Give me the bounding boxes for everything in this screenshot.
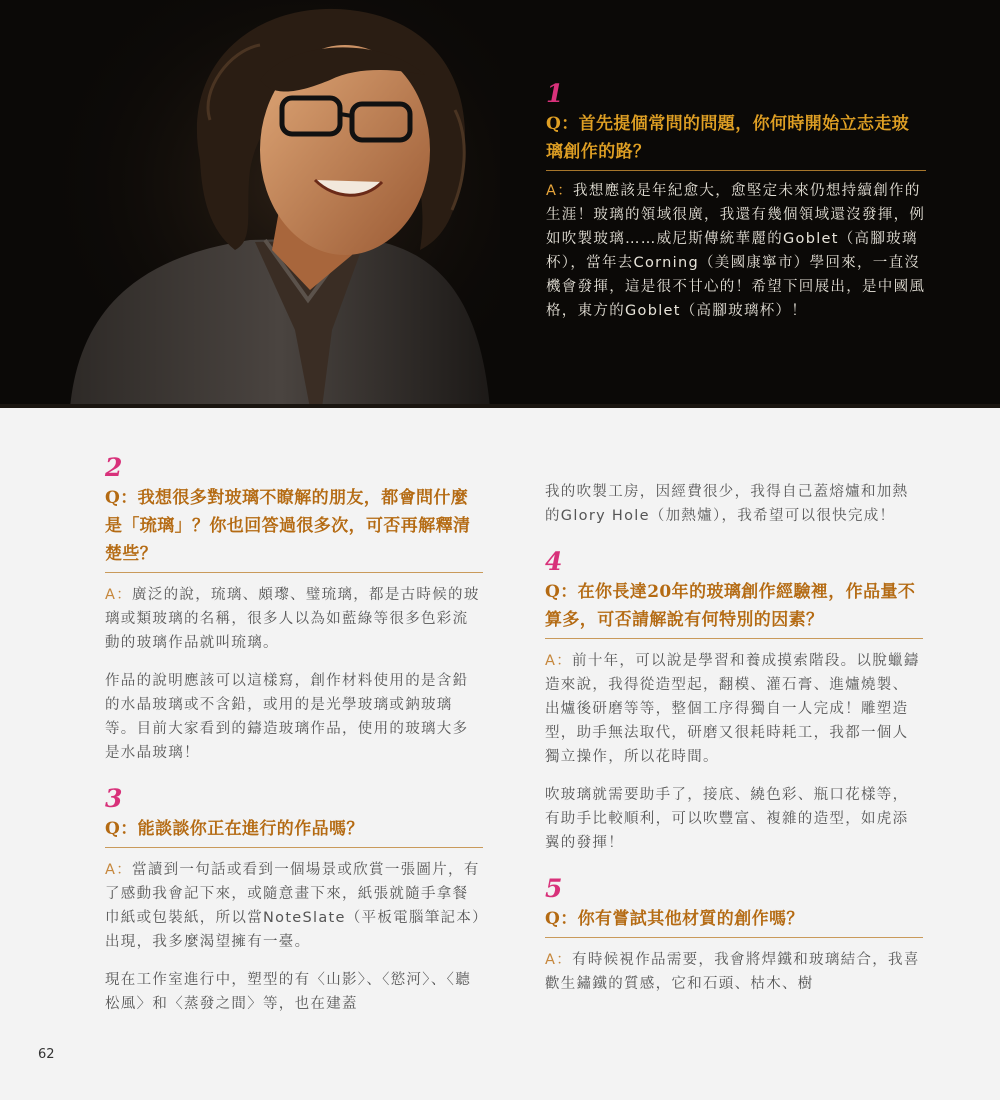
answer-lead: A： <box>105 862 133 878</box>
left-column <box>105 454 483 1016</box>
answer-lead: A： <box>545 653 573 669</box>
question-number: 1 <box>546 79 564 108</box>
answer-text <box>546 179 926 323</box>
answer-lead: A： <box>545 952 573 968</box>
photo-band <box>0 0 1000 408</box>
question-text: Q：你有嘗試其他材質的創作嗎？ <box>545 905 923 938</box>
answer-body: 我想應該是年紀愈大，愈堅定未來仍想持續創作的生涯！玻璃的領域很廣，我還有幾個領域還沒發揮，例如吹製玻璃……威尼斯傳統華麗的Goblet（高腳玻璃杯），當年去Corning（美國康寧市）學回來，一直沒機會發揮，這是很不甘心的！希望下回展出，是中國風格，東方的Goblet（高腳玻璃杯）！ <box>546 183 926 319</box>
answer-body: 廣泛的說，琉璃、頗瓈、璧琉璃，都是古時候的玻璃或類玻璃的名稱，很多人以為如藍綠等很多色彩流動的玻璃作品就叫琉璃。 <box>105 587 480 651</box>
right-column <box>545 480 923 996</box>
question-text: Q：首先提個常問的問題，你何時開始立志走玻璃創作的路？ <box>546 110 926 171</box>
answer-body: 有時候視作品需要，我會將焊鐵和玻璃結合，我喜歡生鏽鐵的質感，它和石頭、枯木、樹 <box>545 952 920 992</box>
question-text: Q：我想很多對玻璃不瞭解的朋友，都會問什麼是「琉璃」？你也回答過很多次，可否再解釋清楚些？ <box>105 484 483 573</box>
qa-block-3 <box>105 785 483 1016</box>
question-text: Q：在你長達20年的玻璃創作經驗裡，作品量不算多，可否請解說有何特別的因素？ <box>545 578 923 639</box>
portrait-photo <box>60 0 500 408</box>
answer-text <box>545 948 923 996</box>
question-number: 5 <box>545 874 563 903</box>
qa-block-5 <box>545 875 923 996</box>
answer-paragraph: 作品的說明應該可以這樣寫，創作材料使用的是含鉛的水晶玻璃或不含鉛，或用的是光學玻璃或鈉玻璃等。目前大家看到的鑄造玻璃作品，使用的玻璃大多是水晶玻璃！ <box>105 673 469 761</box>
answer-paragraph: 吹玻璃就需要助手了，接底、繞色彩、瓶口花樣等，有助手比較順利，可以吹豐富、複雜的造型，如虎添翼的發揮！ <box>545 787 909 851</box>
answer-paragraph: 現在工作室進行中，塑型的有〈山影〉、〈慾河〉、〈聽松風〉和〈蒸發之間〉等，也在建蓋 <box>105 972 471 1012</box>
answer-body: 前十年，可以說是學習和養成摸索階段。以脫蠟鑄造來說，我得從造型起，翻模、灌石膏、進爐燒製、出爐後研磨等等，整個工序得獨自一人完成！雕塑造型，助手無法取代，研磨又很耗時耗工，我都一個人獨立操作，所以花時間。 <box>545 653 920 765</box>
question-number: 4 <box>545 547 563 576</box>
answer-text <box>545 649 923 769</box>
question-number: 3 <box>105 784 123 813</box>
qa-block-2 <box>105 454 483 765</box>
answer-lead: A： <box>105 587 133 603</box>
answer-continuation: 我的吹製工房，因經費很少，我得自己蓋熔爐和加熱的Glory Hole（加熱爐），我希望可以很快完成！ <box>545 484 909 524</box>
qa-block-4 <box>545 548 923 855</box>
answer-text <box>105 858 483 954</box>
qa-block-1 <box>546 80 926 323</box>
answer-lead: A： <box>546 183 574 199</box>
answer-body: 當讀到一句話或看到一個場景或欣賞一張圖片，有了感動我會記下來，或隨意畫下來，紙張就隨手拿餐巾紙或包裝紙，所以當NoteSlate（平板電腦筆記本）出現，我多麼渴望擁有一臺。 <box>105 862 481 950</box>
answer-text <box>105 583 483 655</box>
question-text: Q：能談談你正在進行的作品嗎？ <box>105 815 483 848</box>
question-number: 2 <box>105 453 123 482</box>
page-number: 62 <box>38 1047 55 1062</box>
